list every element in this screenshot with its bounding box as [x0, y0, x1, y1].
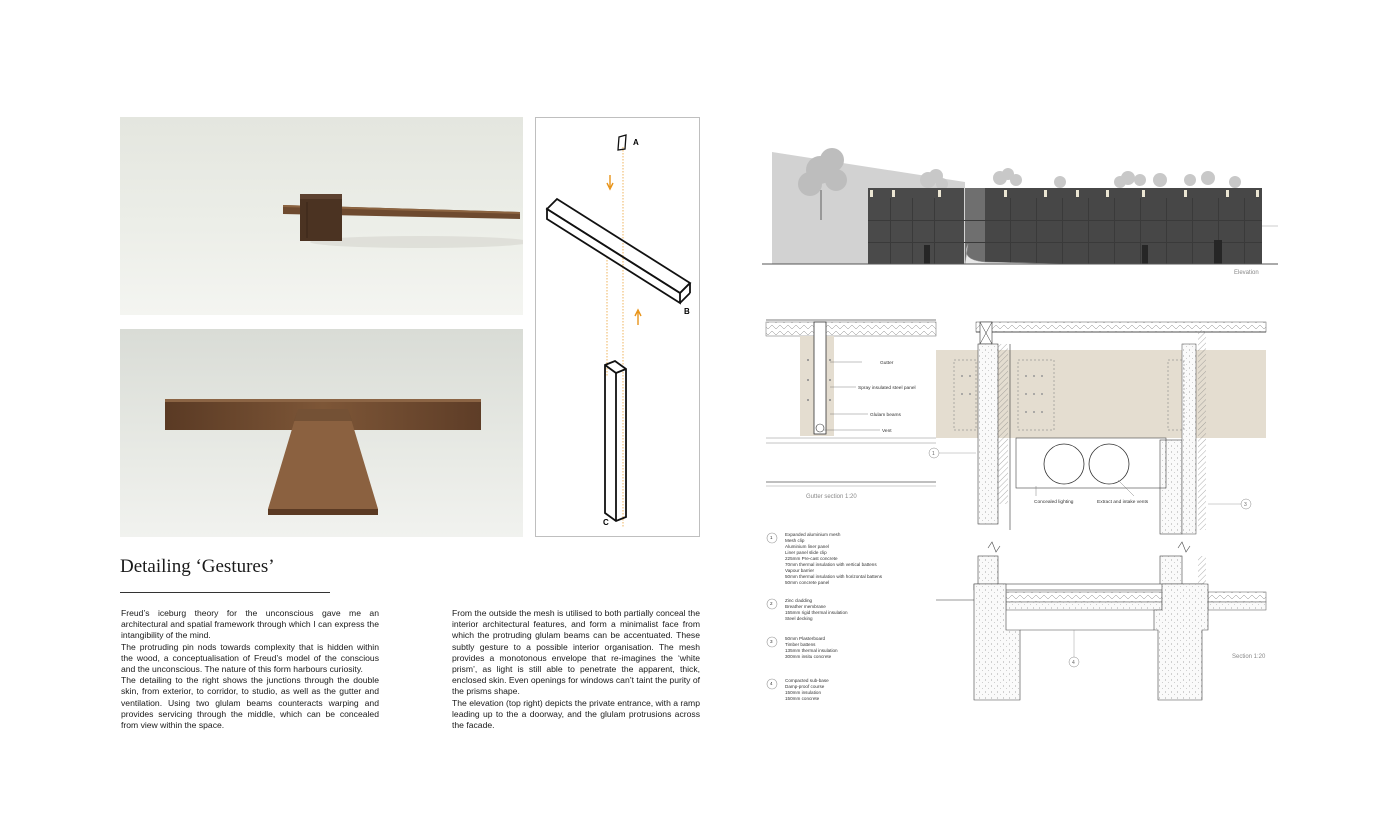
body-column-left: [121, 608, 379, 731]
model-photo-top: [120, 117, 523, 315]
label-a: A: [633, 138, 639, 147]
legend-line: Steel decking: [785, 616, 813, 621]
legend-line: Liner panel slide clip: [785, 550, 827, 555]
marker-4: 4: [1072, 660, 1075, 666]
legend-line: Mesh clip: [785, 538, 805, 543]
paragraph: Freud’s iceburg theory for the unconscious gave me an architectural and spatial framework through which I can express the intangibility of the mind.: [121, 608, 379, 641]
paragraph: The detailing to the right shows the junctions through the double skin, from exterior, to corridor, to studio, as well as the gutter and ventilation. Using two glulam beams counteracts warping and provides servicing through the middle, which can be concealed from view within the space.: [121, 675, 379, 731]
legend-line: Damp-proof course: [785, 684, 825, 689]
model-photo-bottom-image: [120, 329, 523, 537]
exploded-diagram: [535, 117, 700, 537]
gutter-label: Gutter: [880, 361, 894, 366]
elevation-drawing: [760, 140, 1280, 280]
legend-line: Zinc cladding: [785, 598, 813, 603]
legend-line: Vapour barrier: [785, 568, 815, 573]
legend-number: 2: [770, 601, 773, 606]
gutter-label: Glulam beams: [870, 413, 901, 418]
vents-label: Extract and intake vents: [1097, 500, 1149, 505]
legend-line: Aluminium liner panel: [785, 544, 829, 549]
legend-number: 1: [770, 535, 773, 540]
marker-3: 3: [1244, 502, 1247, 508]
label-c: C: [603, 518, 609, 527]
marker-1: 1: [932, 451, 935, 457]
label-b: B: [684, 307, 690, 316]
legend-line: 135mm thermal insulation: [785, 648, 838, 653]
legend-line: 155mm rigid thermal insulation: [785, 610, 848, 615]
page-title: Detailing ‘Gestures’: [120, 556, 275, 577]
paragraph: From the outside the mesh is utilised to both partially conceal the interior architectural features, and form a minimalist face from which the protruding glulam beams can be accentuated. These subtly gesture to a possible interior organisation. The mesh provides a monotonous envelope that re-imagines the ‘white prism’, as light is still able to penetrate the apparent, thick, enclosed skin. Even openings for windows can’t taint the purity of the prisms shape.: [452, 608, 700, 697]
legend-line: 300mm insitu concrete: [785, 654, 832, 659]
section-caption: Section 1:20: [1232, 654, 1266, 660]
concealed-lighting-label: Concealed lighting: [1034, 500, 1074, 505]
legend-line: 50mm Plasterboard: [785, 636, 826, 641]
legend-number: 4: [770, 681, 773, 686]
paragraph: The elevation (top right) depicts the private entrance, with a ramp leading up to the a doorway, and the glulam protrusions across the facade.: [452, 697, 700, 731]
gutter-caption: Gutter section 1:20: [806, 494, 857, 500]
model-photo-bottom: [120, 329, 523, 537]
gutter-label: Vent: [882, 429, 892, 434]
legend-line: Timber battens: [785, 642, 816, 647]
legend-line: 150mm concrete: [785, 696, 820, 701]
body-column-right: [452, 608, 700, 731]
legend-number: 3: [770, 639, 773, 644]
legend-line: Expanded aluminium mesh: [785, 532, 841, 537]
legend-line: Breather membrane: [785, 604, 826, 609]
legend-line: 150mm insulation: [785, 690, 822, 695]
model-photo-top-image: [120, 117, 523, 315]
gutter-label: Spray insulated steel panel: [858, 386, 916, 391]
title-underline: [120, 592, 330, 593]
main-section: [929, 322, 1266, 700]
paragraph: The protruding pin nods towards complexity that is hidden within the wood, a conceptualisation of Freud’s model of the conscious and the unconscious. The nature of this form harbours curiosity.: [121, 641, 379, 675]
legend-line: Compacted sub-base: [785, 678, 829, 683]
legend-line: 70mm thermal insulation with vertical battens: [785, 562, 877, 567]
legend-line: 50mm concrete panel: [785, 580, 830, 585]
material-legend: [766, 532, 916, 712]
elevation-caption: Elevation: [1234, 270, 1259, 276]
gutter-section: [766, 320, 936, 500]
legend-line: 225mm Pre-cast concrete: [785, 556, 838, 561]
legend-line: 50mm thermal insulation with horizontal battens: [785, 574, 883, 579]
